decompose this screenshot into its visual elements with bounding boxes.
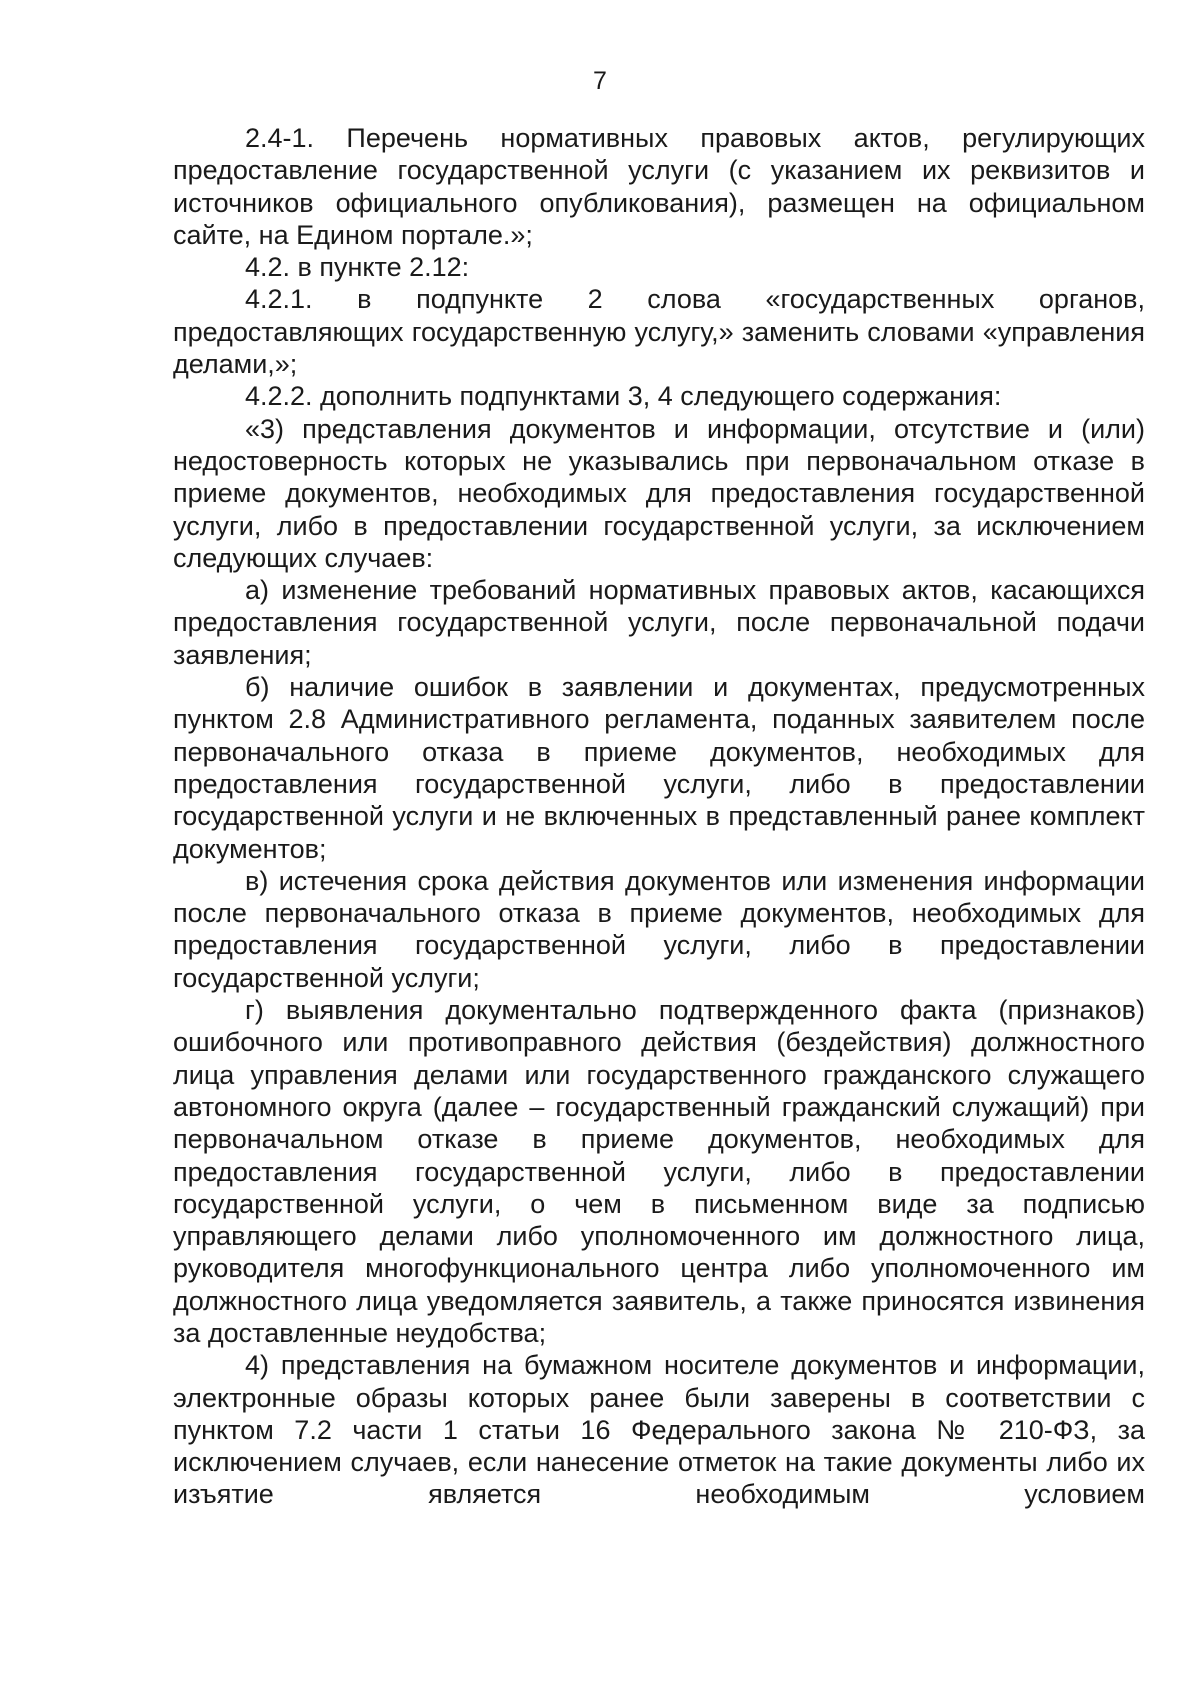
page-number: 7 — [593, 67, 607, 95]
paragraph-subpoint-3: «3) представления документов и информации, отсутствие и (или) недостоверность которых не указывались при первоначальном отказе в приеме документов, необходимых для предоставления государственной услуги, либо в предоставлении государственной услуги, за исключением следующих случаев: — [173, 413, 1145, 573]
paragraph-item-v: в) истечения срока действия документов или изменения информации после первоначального отказа в приеме документов, необходимых для предоставления государственной услуги, либо в предоставлении государственной услуги; — [173, 865, 1145, 993]
paragraph-subpoint-4: 4) представления на бумажном носителе документов и информации, электронные образы которых ранее были заверены в соответствии с пунктом 7.2 части 1 статьи 16 Федерального закона № 210-ФЗ, за исключением случаев, если нанесение отметок на такие документы либо их изъятие является необходимым условием — [173, 1350, 1145, 1510]
paragraph-item-a: а) изменение требований нормативных правовых актов, касающихся предоставления государственной услуги, после первоначальной подачи заявления; — [173, 575, 1145, 670]
paragraph-item-b: б) наличие ошибок в заявлении и документах, предусмотренных пунктом 2.8 Административного регламента, поданных заявителем после первоначального отказа в приеме документов, необходимых для предоставления государственной услуги, либо в предоставлении государственной услуги и не включенных в представленный ранее комплект документов; — [173, 672, 1145, 864]
paragraph-4-2: 4.2. в пункте 2.12: — [245, 252, 470, 283]
paragraph-4-2-1: 4.2.1. в подпункте 2 слова «государственных органов, предоставляющих государственную услугу,» заменить словами «управления делами,»; — [173, 284, 1145, 380]
document-body — [173, 122, 1145, 1511]
paragraph-4-2-2: 4.2.2. дополнить подпунктами 3, 4 следующего содержания: — [245, 381, 1002, 412]
paragraph-item-g: г) выявления документально подтвержденного факта (признаков) ошибочного или противоправного действия (бездействия) должностного лица управления делами или государственного гражданского служащего автономного округа (далее – государственный гражданский служащий) при первоначальном отказе в приеме документов, необходимых для предоставления государственной услуги, либо в предоставлении государственной услуги, о чем в письменном виде за подписью управляющего делами либо уполномоченного им должностного лица, руководителя многофункционального центра либо уполномоченного им должностного лица уведомляется заявитель, а также приносятся извинения за доставленные неудобства; — [173, 995, 1145, 1348]
paragraph-2-4-1: 2.4-1. Перечень нормативных правовых актов, регулирующих предоставление государственной услуги (с указанием их реквизитов и источников официального опубликования), размещен на официальном сайте, на Едином портале.»; — [173, 123, 1145, 250]
